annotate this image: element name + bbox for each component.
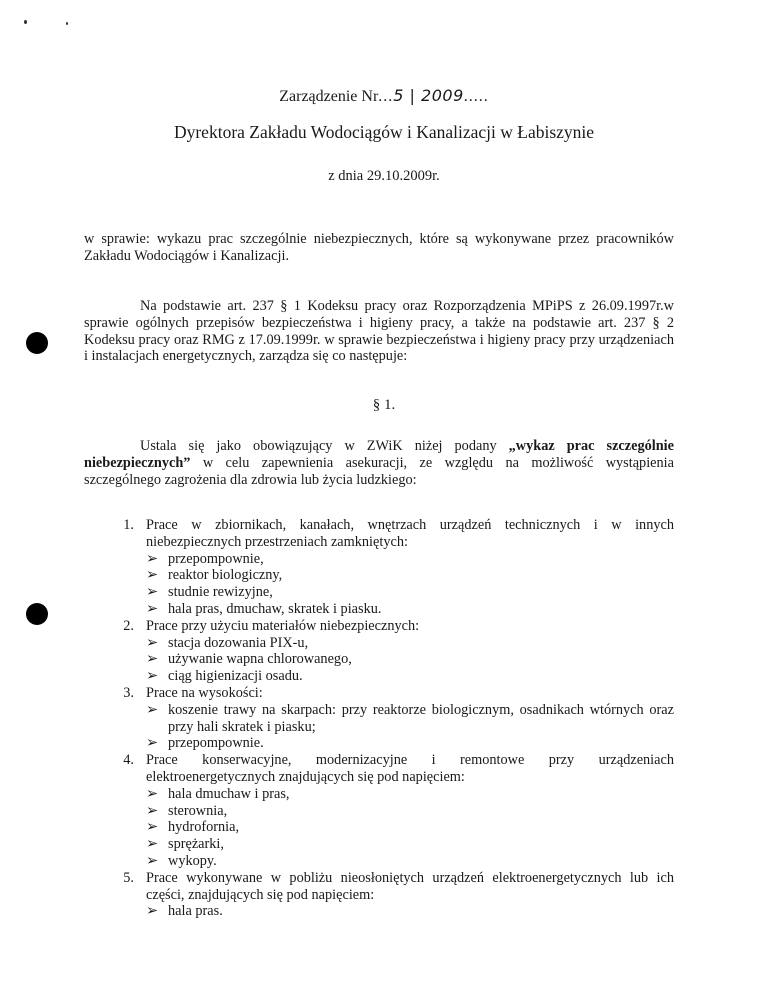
arrow-bullet-icon: ➢ xyxy=(146,785,158,802)
scan-speck xyxy=(24,20,27,24)
section-heading: § 1. xyxy=(372,397,396,413)
arrow-bullet-icon: ➢ xyxy=(146,600,158,617)
arrow-bullet-icon: ➢ xyxy=(146,550,158,567)
sub-item: ➢ hala dmuchaw i pras, xyxy=(146,785,290,802)
list-item xyxy=(112,752,674,870)
legal-basis-text: Na podstawie art. 237 § 1 Kodeksu pracy oraz Rozporządzenia MPiPS z 26.09.1997r.w sprawie ogólnych przepisów bezpieczeństwa i higieny pracy, a także na podstawie art. 237 § 2 Kodeksu pracy oraz RMG z 17.09.1999r. w sprawie bezpieczeństwa i higieny pracy przy urządzeniach i instalacjach energetycznych, zarządza się co następuje: xyxy=(84,298,674,365)
decree-prefix: Zarządzenie Nr xyxy=(279,88,379,105)
decree-date: z dnia 29.10.2009r. xyxy=(328,168,440,184)
arrow-bullet-icon: ➢ xyxy=(146,584,158,601)
sub-item: ➢ studnie rewizyjne, xyxy=(146,584,273,601)
authority-heading: Dyrektora Zakładu Wodociągów i Kanalizacji w Łabiszynie xyxy=(173,122,595,142)
subject-paragraph xyxy=(84,231,674,265)
scan-speck xyxy=(66,22,68,25)
arrow-bullet-icon: ➢ xyxy=(146,852,158,869)
list-item xyxy=(112,618,674,685)
arrow-bullet-icon: ➢ xyxy=(146,701,158,718)
sub-item: ➢ koszenie trawy na skarpach: przy reaktorze biologicznym, osadnikach wtórnych oraz przy hali skratek i piasku; xyxy=(146,701,674,735)
intro-paragraph xyxy=(84,438,674,488)
arrow-bullet-icon: ➢ xyxy=(146,819,158,836)
legal-basis-paragraph xyxy=(84,298,674,365)
arrow-bullet-icon: ➢ xyxy=(146,836,158,853)
hazard-list xyxy=(112,517,674,920)
item-number: 1. xyxy=(123,517,134,533)
sub-item: ➢ ciąg higienizacji osadu. xyxy=(146,668,303,685)
arrow-bullet-icon: ➢ xyxy=(146,567,158,584)
list-item xyxy=(112,870,674,920)
sub-item: ➢ sprężarki, xyxy=(146,836,224,853)
item-number: 3. xyxy=(123,684,134,701)
sub-item: ➢ używanie wapna chlorowanego, xyxy=(146,651,352,668)
sub-item: ➢ przepompownie, xyxy=(146,550,264,567)
arrow-bullet-icon: ➢ xyxy=(146,735,158,752)
sub-item: ➢ przepompownie. xyxy=(146,735,264,752)
list-item xyxy=(112,517,674,618)
item-text: Prace przy użyciu materiałów niebezpiecznych: xyxy=(146,617,420,634)
sub-item: ➢ hala pras. xyxy=(146,903,223,920)
decree-title: Zarządzenie Nr...5 | 2009..... xyxy=(279,86,489,105)
arrow-bullet-icon: ➢ xyxy=(146,651,158,668)
sub-item: ➢ wykopy. xyxy=(146,852,217,869)
sub-item: ➢ sterownia, xyxy=(146,802,228,819)
item-number: 4. xyxy=(123,752,134,769)
item-number: 2. xyxy=(123,617,134,634)
arrow-bullet-icon: ➢ xyxy=(146,802,158,819)
sub-item: ➢ hydrofornia, xyxy=(146,819,240,836)
arrow-bullet-icon: ➢ xyxy=(146,634,158,651)
intro-after: w celu zapewnienia asekuracji, ze względu na możliwość wystąpienia szczególnego zagrożenia dla zdrowia lub życia ludzkiego: xyxy=(84,454,674,488)
item-text: Prace konserwacyjne, modernizacyjne i remontowe przy urządzeniach elektroenergetycznych znajdujących się pod napięciem: xyxy=(146,752,674,785)
item-text: Prace na wysokości: xyxy=(146,684,263,701)
arrow-bullet-icon: ➢ xyxy=(146,903,158,920)
intro-bold: „wykaz prac szczególnie niebezpiecznych” xyxy=(84,438,675,471)
item-text: Prace wykonywane w pobliżu nieosłoniętych urządzeń elektroenergetycznych lub ich części, znajdujących się pod napięciem: xyxy=(146,869,674,903)
punch-hole-bottom xyxy=(26,603,48,625)
punch-hole-top xyxy=(26,332,48,354)
item-text: Prace w zbiornikach, kanałach, wnętrzach urządzeń technicznych i w innych niebezpiecznych przestrzeniach zamkniętych: xyxy=(146,517,674,550)
sub-item: ➢ stacja dozowania PIX-u, xyxy=(146,634,309,651)
arrow-bullet-icon: ➢ xyxy=(146,668,158,685)
list-item xyxy=(112,685,674,752)
decree-number: 5 | 2009 xyxy=(393,86,464,105)
intro-before: Ustala się jako obowiązujący w ZWiK niżej podany xyxy=(140,438,509,454)
subject-text: w sprawie: wykazu prac szczególnie niebezpiecznych, które są wykonywane przez pracowników Zakładu Wodociągów i Kanalizacji. xyxy=(84,231,674,264)
sub-item: ➢ reaktor biologiczny, xyxy=(146,567,283,584)
item-number: 5. xyxy=(123,869,134,886)
sub-item: ➢ hala pras, dmuchaw, skratek i piasku. xyxy=(146,600,382,617)
